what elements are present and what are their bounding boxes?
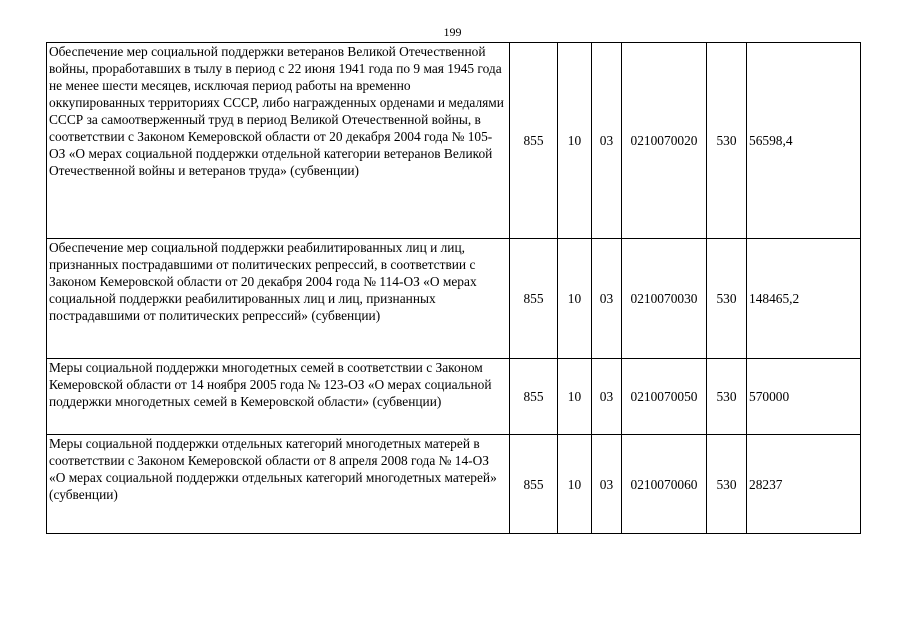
subsection-code: 03 [592, 435, 622, 534]
row-description: Меры социальной поддержки отдельных категорий многодетных матерей в соответствии с Законом Кемеровской области от 8 апреля 2008 года № 14-ОЗ «О мерах социальной поддержки отдельных категорий многодетных матерей» (субвенции) [47, 435, 510, 534]
expense-type-code: 530 [707, 43, 747, 239]
subsection-code: 03 [592, 239, 622, 359]
table-row [47, 239, 861, 359]
table-row [47, 43, 861, 239]
target-article-code: 0210070050 [622, 359, 707, 435]
section-code: 10 [558, 359, 592, 435]
ministry-code: 855 [510, 435, 558, 534]
amount-value: 148465,2 [747, 239, 861, 359]
table-row [47, 435, 861, 534]
section-code: 10 [558, 435, 592, 534]
expense-type-code: 530 [707, 435, 747, 534]
ministry-code: 855 [510, 239, 558, 359]
row-description: Обеспечение мер социальной поддержки ветеранов Великой Отечественной войны, проработавших в тылу в период с 22 июня 1941 года по 9 мая 1945 года не менее шести месяцев, исключая период работы на временно оккупированных территориях СССР, либо награжденных орденами и медалями СССР за самоотверженный труд в период Великой Отечественной войны, в соответствии с Законом Кемеровской области от 20 декабря 2004 года № 105-ОЗ «О мерах социальной поддержки отдельной категории ветеранов Великой Отечественной войны и ветеранов труда» (субвенции) [47, 43, 510, 239]
amount-value: 28237 [747, 435, 861, 534]
subsection-code: 03 [592, 43, 622, 239]
table-row [47, 359, 861, 435]
row-description: Обеспечение мер социальной поддержки реабилитированных лиц и лиц, признанных пострадавшими от политических репрессий, в соответствии с Законом Кемеровской области от 20 декабря 2004 года № 114-ОЗ «О мерах социальной поддержки реабилитированных лиц и лиц, признанных пострадавшими от политических репрессий» (субвенции) [47, 239, 510, 359]
target-article-code: 0210070020 [622, 43, 707, 239]
ministry-code: 855 [510, 359, 558, 435]
target-article-code: 0210070030 [622, 239, 707, 359]
section-code: 10 [558, 239, 592, 359]
expense-type-code: 530 [707, 239, 747, 359]
row-description: Меры социальной поддержки многодетных семей в соответствии с Законом Кемеровской области от 14 ноября 2005 года № 123-ОЗ «О мерах социальной поддержки многодетных семей в Кемеровской области» (субвенции) [47, 359, 510, 435]
expense-type-code: 530 [707, 359, 747, 435]
section-code: 10 [558, 43, 592, 239]
target-article-code: 0210070060 [622, 435, 707, 534]
subsection-code: 03 [592, 359, 622, 435]
amount-value: 56598,4 [747, 43, 861, 239]
ministry-code: 855 [510, 43, 558, 239]
amount-value: 570000 [747, 359, 861, 435]
budget-table [46, 42, 861, 534]
page-number: 199 [443, 25, 462, 39]
